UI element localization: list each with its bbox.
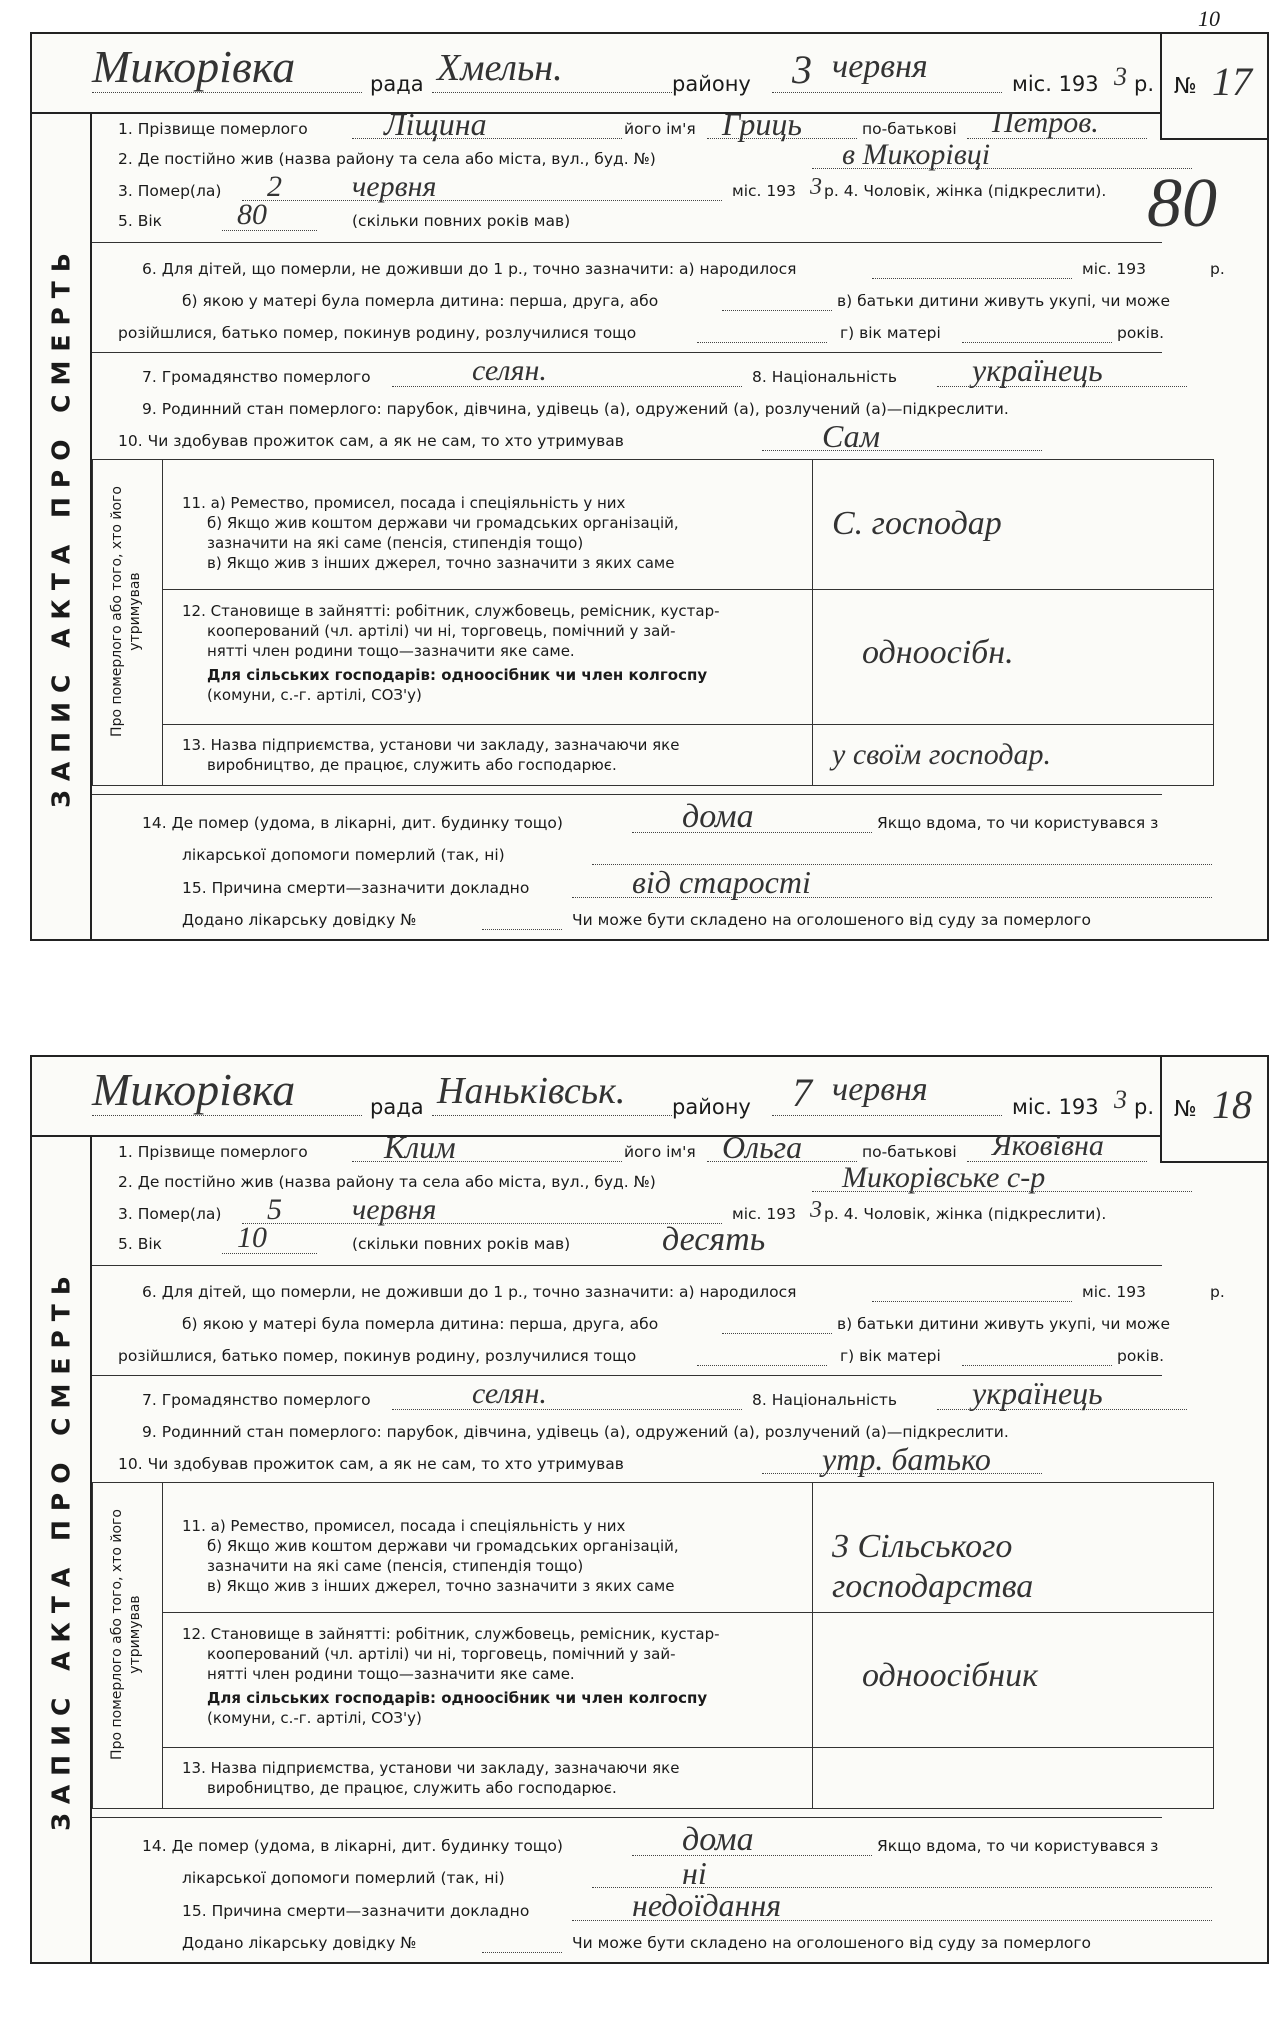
q6-line3-mid: г) вік матері (840, 1347, 941, 1365)
number-label: № (1174, 1097, 1197, 1122)
q1-name: Ольга (722, 1129, 803, 1165)
q8-nationality: українець (972, 1375, 1103, 1411)
q5-label: 5. Вік (118, 212, 163, 230)
block-side-label: Про померлого або того, хто його утримував (109, 486, 143, 737)
council-name: Микорівка (92, 41, 296, 92)
q2-label: 2. Де постійно жив (назва району та села або міста, вул., буд. №) (118, 150, 656, 168)
q7-citizenship: селян. (472, 1377, 547, 1410)
number-label: № (1174, 74, 1197, 99)
q1-patronymic: Яковівна (992, 1129, 1104, 1162)
q5-age-note: (скільки повних років мав) (352, 1235, 571, 1253)
q10-supporter: утр. батько (822, 1441, 991, 1477)
q13-answer: у своїм господар. (832, 738, 1052, 771)
q8-nationality: українець (972, 352, 1103, 388)
q7-label: 7. Громадянство померлого (142, 1391, 371, 1409)
q8-label: 8. Національність (752, 368, 898, 386)
q13-line1: 13. Назва підприємства, установи чи закладу, зазначаючи яке (182, 1759, 680, 1777)
death-record (30, 32, 1269, 941)
q7-label: 7. Громадянство померлого (142, 368, 371, 386)
q6-line2: б) якою у матері була померла дитина: перша, друга, або (182, 292, 659, 310)
q6-line3-end: років. (1117, 324, 1165, 342)
year-suffix: р. (1134, 1095, 1155, 1119)
q9-label: 9. Родинний стан померлого: парубок, дівчина, удівець (а), одружений (а), розлучений (а)—підкреслити. (142, 400, 1009, 418)
q2-label: 2. Де постійно жив (назва району та села або міста, вул., буд. №) (118, 1173, 656, 1191)
q12-line4: Для сільських господарів: одноосібник чи член колгоспу (207, 1689, 708, 1707)
q6-line1-end: р. (1210, 1283, 1225, 1301)
q12-line2: кооперований (чл. артілі) чи ні, торговець, помічний у зай- (207, 622, 676, 640)
q10-label: 10. Чи здобував прожиток сам, а як не сам, то хто утримував (118, 432, 624, 450)
q6-line1: 6. Для дітей, що померли, не доживши до 1 р., точно зазначити: а) народилося (142, 1283, 797, 1301)
q7-citizenship: селян. (472, 354, 547, 387)
footer-court-label: Чи може бути складено на оголошеного від суду за померлого (572, 911, 1091, 929)
q11-line4: в) Якщо жив з інших джерел, точно зазначити з яких саме (207, 1577, 675, 1595)
q12-line5: (комуни, с.-г. артілі, СОЗ'у) (207, 686, 422, 704)
record-header (32, 34, 1267, 114)
q5-label: 5. Вік (118, 1235, 163, 1253)
q1-label: 1. Прізвище померлого (118, 1143, 308, 1161)
q2-residence: в Микорівці (842, 138, 991, 171)
q14-line2: лікарської допомоги померлий (так, ні) (182, 846, 505, 864)
q6-line3-end: років. (1117, 1347, 1165, 1365)
q1-name-label: його ім'я (624, 120, 696, 138)
footer-court-label: Чи може бути складено на оголошеного від суду за померлого (572, 1934, 1091, 1952)
death-record (30, 1055, 1269, 1964)
q12-line1: 12. Становище в зайнятті: робітник, службовець, ремісник, кустар- (182, 1625, 720, 1643)
q12-answer: одноосібник (862, 1657, 1039, 1694)
q14-label: 14. Де помер (удома, в лікарні, дит. будинку тощо) (142, 814, 563, 832)
q5-age-words: десять (662, 1221, 766, 1258)
footer-certificate-label: Додано лікарську довідку № (182, 1934, 417, 1952)
q11-line3: зазначити на які саме (пенсія, стипендія тощо) (207, 534, 584, 552)
q13-line2: виробництво, де працює, служить або господарює. (207, 756, 617, 774)
q1-patronymic: Петров. (992, 106, 1099, 139)
district-label: району (672, 1095, 751, 1119)
q12-line1: 12. Становище в зайнятті: робітник, службовець, ремісник, кустар- (182, 602, 720, 620)
q6-line1-month: міс. 193 (1082, 260, 1146, 278)
q3-month-label: міс. 193 (732, 182, 796, 200)
q5-age: 10 (237, 1221, 267, 1254)
q14-place: дома (682, 798, 754, 835)
q11-line4: в) Якщо жив з інших джерел, точно зазначити з яких саме (207, 554, 675, 572)
q1-name-label: його ім'я (624, 1143, 696, 1161)
month-value: червня (832, 48, 928, 85)
q6-line2-tail: в) батьки дитини живуть укупі, чи може (837, 292, 1170, 310)
q2-residence: Микорівське с-р (842, 1161, 1046, 1194)
q3-month: червня (352, 170, 437, 203)
q12-line4: Для сільських господарів: одноосібник чи член колгоспу (207, 666, 708, 684)
q15-cause: недоїдання (632, 1887, 782, 1923)
q3-month: червня (352, 1193, 437, 1226)
year-digit: 3 (1114, 1085, 1127, 1114)
q15-label: 15. Причина смерти—зазначити докладно (182, 879, 530, 897)
month-label: міс. 193 (1012, 72, 1099, 96)
record-number: 17 (1212, 59, 1252, 104)
rada-label: рада (370, 72, 424, 96)
block-side-label: Про померлого або того, хто його утримував (109, 1509, 143, 1760)
q11-answer: 3 Сільського господарства (832, 1528, 1034, 1605)
q3-label: 3. Помер(ла) (118, 182, 222, 200)
month-value: червня (832, 1071, 928, 1108)
q3-month-label: міс. 193 (732, 1205, 796, 1223)
council-name: Микорівка (92, 1064, 296, 1115)
record-number-box (1160, 1057, 1267, 1163)
q11-line1: 11. а) Ремество, промисел, посада і спеціяльність у них (182, 494, 626, 512)
record-sidebar (32, 112, 92, 939)
q1-label: 1. Прізвище померлого (118, 120, 308, 138)
month-label: міс. 193 (1012, 1095, 1099, 1119)
year-suffix: р. (1134, 72, 1155, 96)
q6-line1-month: міс. 193 (1082, 1283, 1146, 1301)
q9-label: 9. Родинний стан померлого: парубок, дівчина, удівець (а), одружений (а), розлучений (а)—підкреслити. (142, 1423, 1009, 1441)
district-label: району (672, 72, 751, 96)
q1-patronymic-label: по-батькові (862, 120, 957, 138)
q3-day: 2 (267, 170, 282, 203)
footer-certificate-label: Додано лікарську довідку № (182, 911, 417, 929)
q11-line3: зазначити на які саме (пенсія, стипендія тощо) (207, 1557, 584, 1575)
q15-cause: від старості (632, 864, 811, 900)
q13-line1: 13. Назва підприємства, установи чи закладу, зазначаючи яке (182, 736, 680, 754)
q14-tail: Якщо вдома, то чи користувався з (877, 814, 1159, 832)
q1-name: Гриць (722, 106, 802, 142)
q4-sex-label: р. 4. Чоловік, жінка (підкреслити). (824, 1205, 1107, 1223)
year-digit: 3 (1114, 62, 1127, 91)
q11-line2: б) Якщо жив коштом держави чи громадських організацій, (207, 1537, 679, 1555)
record-sidebar (32, 1135, 92, 1962)
record-number-box (1160, 34, 1267, 140)
q6-line1: 6. Для дітей, що померли, не доживши до 1 р., точно зазначити: а) народилося (142, 260, 797, 278)
q6-line3: розійшлися, батько помер, покинув родину, розлучилися тощо (118, 324, 637, 342)
day-value: 3 (792, 47, 812, 92)
q12-line3: нятті член родини тощо—зазначити яке саме. (207, 1665, 575, 1683)
q14-medical-help: ні (682, 1855, 707, 1891)
q3-label: 3. Помер(ла) (118, 1205, 222, 1223)
q8-label: 8. Національність (752, 1391, 898, 1409)
q5-age-note: (скільки повних років мав) (352, 212, 571, 230)
q12-line3: нятті член родини тощо—зазначити яке саме. (207, 642, 575, 660)
day-value: 7 (792, 1070, 812, 1115)
record-number: 18 (1212, 1082, 1252, 1127)
q14-tail: Якщо вдома, то чи користувався з (877, 1837, 1159, 1855)
q6-line3: розійшлися, батько помер, покинув родину, розлучилися тощо (118, 1347, 637, 1365)
district-name: Наньківськ. (437, 1070, 626, 1112)
side-figure: 80 (1147, 165, 1217, 242)
q6-line1-end: р. (1210, 260, 1225, 278)
record-header (32, 1057, 1267, 1137)
sidebar-title: ЗАПИС АКТА ПРО СМЕРТЬ (46, 243, 76, 808)
q3-year: 3 (810, 174, 822, 200)
q12-line5: (комуни, с.-г. артілі, СОЗ'у) (207, 1709, 422, 1727)
q11-line2: б) Якщо жив коштом держави чи громадських організацій, (207, 514, 679, 532)
q6-line2-tail: в) батьки дитини живуть укупі, чи може (837, 1315, 1170, 1333)
q1-patronymic-label: по-батькові (862, 1143, 957, 1161)
q14-label: 14. Де помер (удома, в лікарні, дит. будинку тощо) (142, 1837, 563, 1855)
rada-label: рада (370, 1095, 424, 1119)
q5-age: 80 (237, 198, 267, 231)
q11-line1: 11. а) Ремество, промисел, посада і спеціяльність у них (182, 1517, 626, 1535)
q10-supporter: Сам (822, 418, 880, 454)
q6-line3-mid: г) вік матері (840, 324, 941, 342)
q11-answer: С. господар (832, 505, 1002, 542)
q3-day: 5 (267, 1193, 282, 1226)
sidebar-title: ЗАПИС АКТА ПРО СМЕРТЬ (46, 1266, 76, 1831)
q1-surname: Ліщина (384, 106, 487, 142)
district-name: Хмельн. (437, 47, 563, 89)
q1-surname: Клим (384, 1129, 456, 1165)
q14-place: дома (682, 1821, 754, 1858)
corner-mark: 10 (1198, 6, 1220, 31)
q15-label: 15. Причина смерти—зазначити докладно (182, 1902, 530, 1920)
q10-label: 10. Чи здобував прожиток сам, а як не сам, то хто утримував (118, 1455, 624, 1473)
q14-line2: лікарської допомоги померлий (так, ні) (182, 1869, 505, 1887)
q6-line2: б) якою у матері була померла дитина: перша, друга, або (182, 1315, 659, 1333)
q12-line2: кооперований (чл. артілі) чи ні, торговець, помічний у зай- (207, 1645, 676, 1663)
q4-sex-label: р. 4. Чоловік, жінка (підкреслити). (824, 182, 1107, 200)
q3-year: 3 (810, 1197, 822, 1223)
q13-line2: виробництво, де працює, служить або господарює. (207, 1779, 617, 1797)
q12-answer: одноосібн. (862, 634, 1014, 671)
